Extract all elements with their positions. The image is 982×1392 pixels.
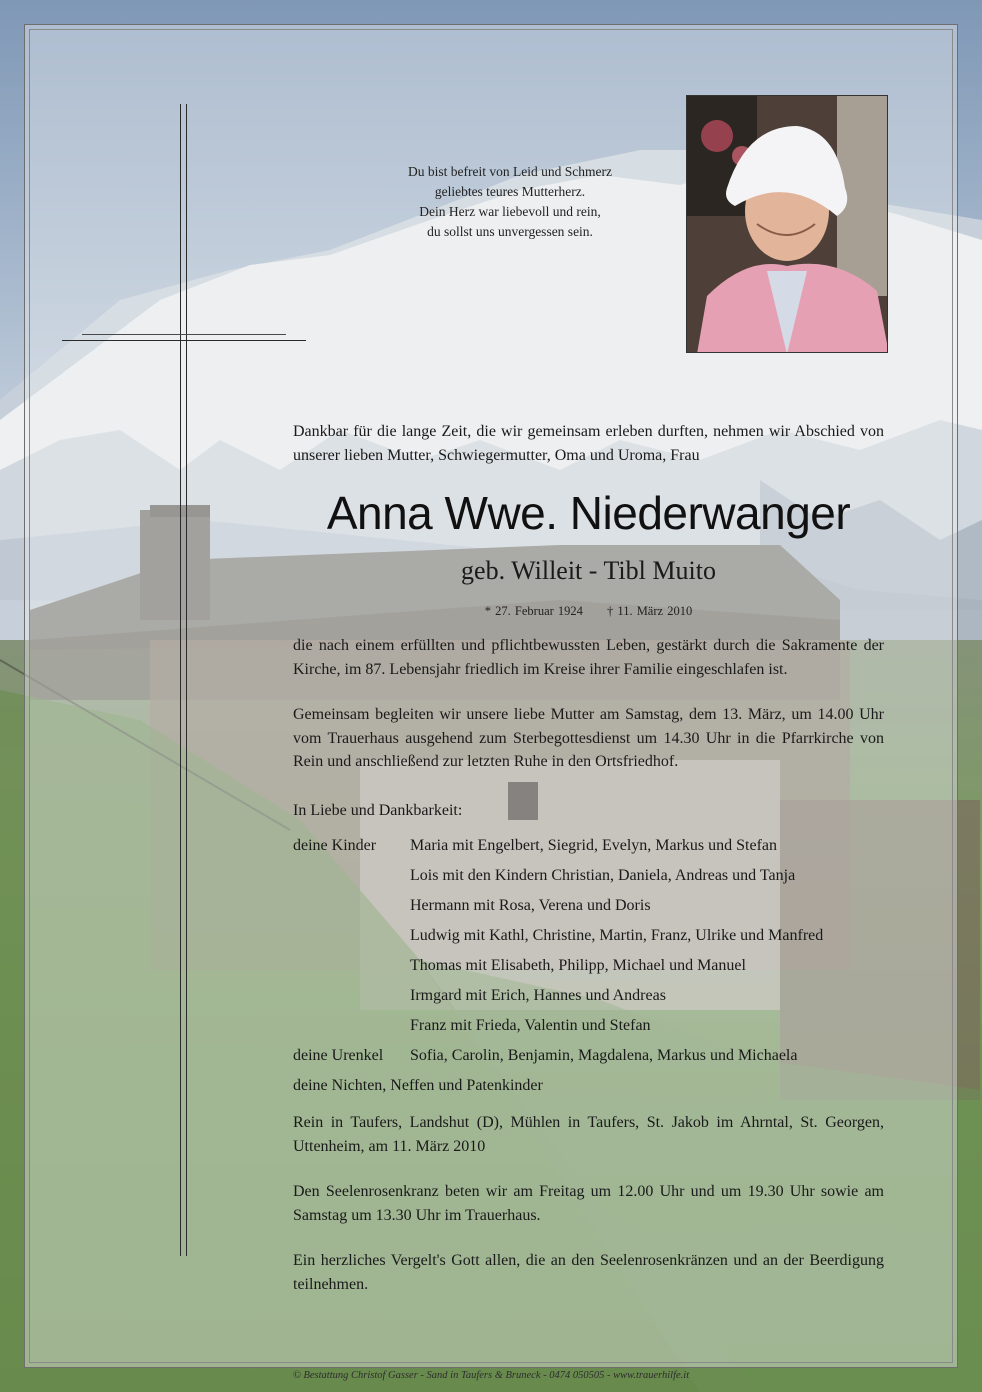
death-date: † 11. März 2010 (607, 604, 693, 618)
great-grandchildren-label: deine Urenkel (293, 1047, 384, 1064)
other-relatives: deine Nichten, Neffen und Patenkinder (293, 1077, 543, 1094)
portrait-illustration (687, 96, 888, 353)
child-entry: Ludwig mit Kathl, Christine, Martin, Franz, Ulrike und Manfred (410, 927, 824, 944)
relatives-list (293, 831, 884, 1101)
passing-paragraph: die nach einem erfüllten und pflichtbewussten Leben, gestärkt durch die Sakramente der Kirche, im 87. Lebensjahr friedlich im Kreise ihrer Familie eingeschlafen ist. (293, 637, 884, 678)
rosary-paragraph: Den Seelenrosenkranz beten wir am Freitag um 12.00 Uhr und um 19.30 Uhr sowie am Samstag um 13.30 Uhr im Trauerhaus. (293, 1183, 884, 1224)
child-entry: Irmgard mit Erich, Hannes und Andreas (410, 987, 666, 1004)
child-entry: Franz mit Frieda, Valentin und Stefan (410, 1017, 651, 1034)
children-label: deine Kinder (293, 837, 377, 854)
portrait-photo (686, 95, 888, 353)
places-date-paragraph: Rein in Taufers, Landshut (D), Mühlen in Taufers, St. Jakob im Ahrntal, St. Georgen, Uttenheim, am 11. März 2010 (293, 1114, 884, 1155)
cross-horizontal-line (82, 334, 286, 335)
deceased-name: Anna Wwe. Niederwanger (326, 487, 851, 539)
cross-horizontal-line (62, 340, 306, 341)
child-entry: Maria mit Engelbert, Siegrid, Evelyn, Markus und Stefan (410, 837, 778, 854)
list-item (293, 831, 884, 861)
poem-line: geliebtes teures Mutterherz. (434, 184, 586, 199)
thanks-paragraph: Ein herzliches Vergelt's Gott allen, die an den Seelenrosenkränzen und an der Beerdigung teilnehmen. (293, 1252, 884, 1293)
poem-line: Du bist befreit von Leid und Schmerz (408, 164, 612, 179)
list-item (293, 951, 884, 981)
maiden-name: geb. Willeit - Tibl Muito (461, 556, 716, 585)
greeting: In Liebe und Dankbarkeit: (293, 802, 463, 819)
life-dates (293, 604, 884, 619)
list-item (293, 1041, 884, 1071)
birth-date: * 27. Februar 1924 (484, 604, 583, 618)
list-item (293, 861, 884, 891)
cross-vertical-line (186, 104, 187, 1256)
funeral-home-footer: © Bestattung Christof Gasser - Sand in Taufers & Bruneck - 0474 050505 - www.trauerhilfe.it (292, 1370, 690, 1381)
great-grandchildren-entry: Sofia, Carolin, Benjamin, Magdalena, Markus und Michaela (410, 1047, 798, 1064)
list-item (293, 921, 884, 951)
child-entry: Thomas mit Elisabeth, Philipp, Michael und Manuel (410, 957, 746, 974)
list-item (293, 1011, 884, 1041)
child-entry: Lois mit den Kindern Christian, Daniela, Andreas und Tanja (410, 867, 796, 884)
cross-vertical-line (180, 104, 181, 1256)
child-entry: Hermann mit Rosa, Verena und Doris (410, 897, 651, 914)
poem-line: du sollst uns unvergessen sein. (427, 224, 593, 239)
intro-text: Dankbar für die lange Zeit, die wir gemeinsam erleben durften, nehmen wir Abschied von unserer lieben Mutter, Schwiegermutter, Oma und Uroma, Frau (293, 423, 884, 464)
list-item (293, 981, 884, 1011)
memorial-poem (340, 162, 680, 242)
poem-line: Dein Herz war liebevoll und rein, (419, 204, 601, 219)
list-item (293, 1071, 884, 1101)
list-item (293, 891, 884, 921)
funeral-paragraph: Gemeinsam begleiten wir unsere liebe Mutter am Samstag, dem 13. März, um 14.00 Uhr vom Trauerhaus ausgehend zum Sterbegottesdienst um 14.30 Uhr in die Pfarrkirche von Rein und anschließend zur letzten Ruhe in den Ortsfriedhof. (293, 706, 884, 770)
